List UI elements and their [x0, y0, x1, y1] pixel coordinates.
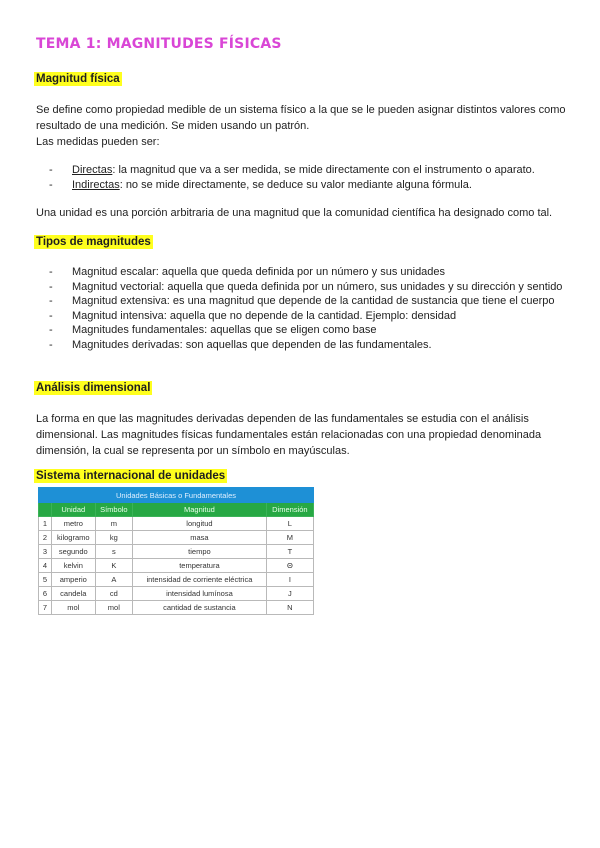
table-row — [39, 545, 314, 559]
item-text: Magnitudes fundamentales: aquellas que se eligen como base — [72, 324, 377, 336]
cell-magnitud: tiempo — [133, 545, 267, 559]
table-row — [39, 573, 314, 587]
list-item: - Magnitudes derivadas: son aquellas que dependen de las fundamentales. — [49, 338, 432, 351]
paragraph-definicion — [36, 102, 566, 150]
table-caption-row — [39, 488, 314, 503]
cell-simbolo: K — [95, 559, 132, 573]
row-index: 7 — [39, 601, 52, 615]
item-text: Magnitud vectorial: aquella que queda definida por un número, sus unidades y su dirección y sentido — [72, 280, 563, 293]
cell-dimension: M — [266, 531, 313, 545]
item-text: Magnitud intensiva: aquella que no depende de la cantidad. Ejemplo: densidad — [72, 309, 457, 322]
cell-dimension: L — [266, 517, 313, 531]
paragraph-analisis: La forma en que las magnitudes derivadas dependen de las fundamentales se estudia con el análisis dimensional. Las magnitudes físicas fundamentales están relacionadas con una propiedad denominada dimensión, la cual se representa por un símbolo en mayúsculas. — [36, 413, 542, 457]
table-caption: Unidades Básicas o Fundamentales — [39, 488, 314, 503]
medidas-intro: Las medidas pueden ser: — [36, 136, 160, 148]
table-row — [39, 559, 314, 573]
heading-magnitud-fisica: Magnitud física — [36, 73, 120, 85]
cell-simbolo: mol — [95, 601, 132, 615]
cell-dimension: T — [266, 545, 313, 559]
cell-magnitud: longitud — [133, 517, 267, 531]
cell-magnitud: intensidad de corriente eléctrica — [133, 573, 267, 587]
definicion-text: Se define como propiedad medible de un sistema físico a la que se le pueden asignar distintos valores como resultado de una medición. Se miden usando un patrón. — [36, 104, 566, 132]
cell-simbolo: A — [95, 573, 132, 587]
cell-unidad: mol — [52, 601, 96, 615]
item-text: : la magnitud que va a ser medida, se mide directamente con el instrumento o aparato. — [112, 164, 535, 176]
row-index: 3 — [39, 545, 52, 559]
term-indirectas: Indirectas — [72, 178, 120, 191]
cell-unidad: metro — [52, 517, 96, 531]
list-item: - Magnitud intensiva: aquella que no depende de la cantidad. Ejemplo: densidad — [49, 309, 457, 322]
item-text: Magnitudes derivadas: son aquellas que dependen de las fundamentales. — [72, 338, 432, 351]
cell-magnitud: masa — [133, 531, 267, 545]
table-row — [39, 601, 314, 615]
cell-unidad: kelvin — [52, 559, 96, 573]
header-index — [39, 503, 52, 517]
cell-unidad: segundo — [52, 545, 96, 559]
cell-unidad: kilogramo — [52, 531, 96, 545]
header-magnitud: Magnitud — [133, 503, 267, 517]
header-unidad: Unidad — [52, 503, 96, 517]
cell-simbolo: s — [95, 545, 132, 559]
list-item: - Magnitud escalar: aquella que queda definida por un número y sus unidades — [49, 266, 446, 278]
cell-dimension: N — [266, 601, 313, 615]
page-title: TEMA 1: MAGNITUDES FÍSICAS — [36, 36, 282, 52]
paragraph-unidad: Una unidad es una porción arbitraria de una magnitud que la comunidad científica ha designado como tal. — [36, 207, 553, 219]
table-header-row — [39, 503, 314, 517]
table-row — [39, 517, 314, 531]
heading-analisis-dimensional: Análisis dimensional — [36, 382, 151, 394]
row-index: 5 — [39, 573, 52, 587]
table-row — [39, 531, 314, 545]
cell-dimension: J — [266, 587, 313, 601]
row-index: 2 — [39, 531, 52, 545]
list-tipos-medidas — [36, 163, 566, 192]
list-item: - Directas: la magnitud que va a ser medida, se mide directamente con el instrumento o aparato. — [49, 164, 535, 176]
si-units-table — [38, 487, 314, 615]
heading-sistema-internacional: Sistema internacional de unidades — [36, 470, 226, 482]
list-item: - Magnitudes fundamentales: aquellas que se eligen como base — [49, 324, 377, 336]
item-text: Magnitud escalar: aquella que queda definida por un número y sus unidades — [72, 266, 446, 278]
cell-magnitud: intensidad lumínosa — [133, 587, 267, 601]
row-index: 4 — [39, 559, 52, 573]
cell-magnitud: temperatura — [133, 559, 267, 573]
header-simbolo: Símbolo — [95, 503, 132, 517]
term-directas: Directas — [72, 164, 113, 176]
cell-dimension: Θ — [266, 559, 313, 573]
list-tipos-magnitudes — [36, 265, 566, 352]
cell-magnitud: cantidad de sustancia — [133, 601, 267, 615]
cell-simbolo: m — [95, 517, 132, 531]
table-row — [39, 587, 314, 601]
cell-simbolo: kg — [95, 531, 132, 545]
list-item: - Magnitud vectorial: aquella que queda definida por un número, sus unidades y su dirección y sentido — [49, 280, 563, 293]
row-index: 6 — [39, 587, 52, 601]
item-text: Magnitud extensiva: es una magnitud que depende de la cantidad de sustancia que tiene el cuerpo — [72, 295, 555, 307]
row-index: 1 — [39, 517, 52, 531]
cell-simbolo: cd — [95, 587, 132, 601]
heading-tipos-magnitudes: Tipos de magnitudes — [36, 236, 151, 248]
header-dimension: Dimensión — [266, 503, 313, 517]
list-item: - Magnitud extensiva: es una magnitud que depende de la cantidad de sustancia que tiene el cuerpo — [49, 295, 555, 307]
list-item: - Indirectas: no se mide directamente, se deduce su valor mediante alguna fórmula. — [49, 178, 472, 191]
cell-dimension: I — [266, 573, 313, 587]
item-text: : no se mide directamente, se deduce su valor mediante alguna fórmula. — [119, 178, 472, 191]
cell-unidad: amperio — [52, 573, 96, 587]
cell-unidad: candela — [52, 587, 96, 601]
